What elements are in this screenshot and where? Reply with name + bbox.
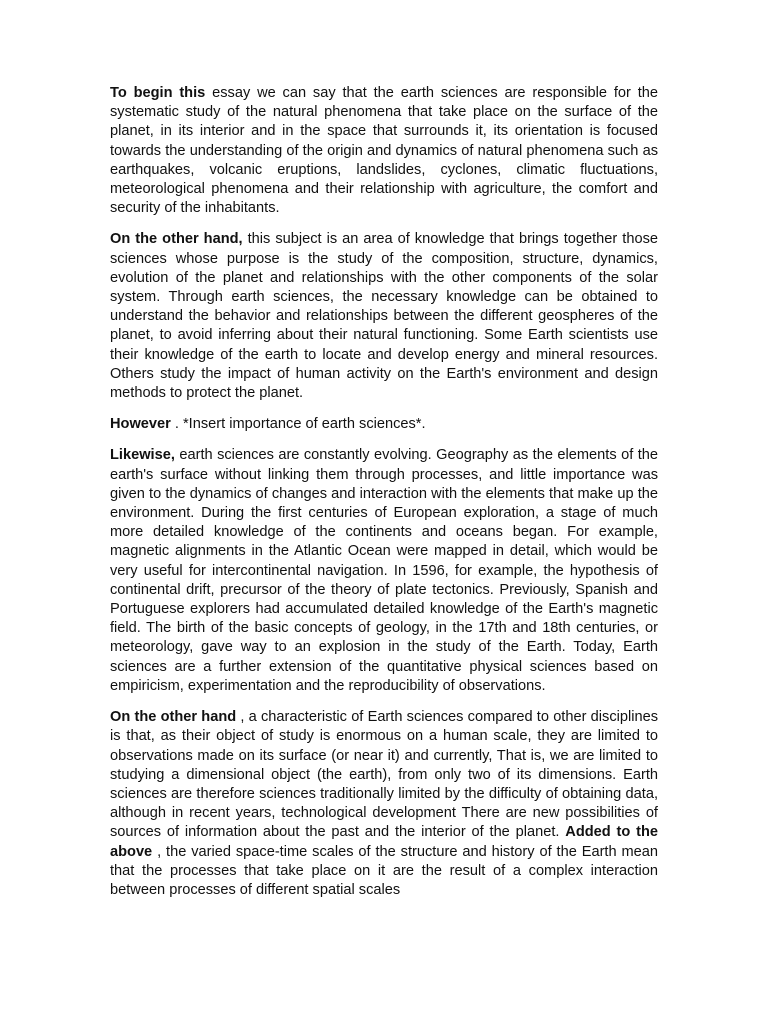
paragraph-importance [110,415,658,434]
paragraph-text: , a characteristic of Earth sciences compared to other disciplines is that, as their object of study is enormous on a human scale, they are limited to observations made on its surface (or near it) and currently, That is, we are limited to studying a dimensional object (the earth), from only two of its dimensions. Earth sciences are therefore sciences traditionally limited by the difficulty of obtaining data, although in recent years, technological development There are new possibilities of sources of information about the past and the interior of the planet. [110,709,658,841]
paragraph-lead: Likewise, [110,447,175,464]
paragraph-text: earth sciences are constantly evolving. Geography as the elements of the earth's surface without linking them through processes, and little importance was given to the dynamics of changes and interaction with the elements that make up the environment. During the first centuries of European exploration, a stage of much more detailed knowledge of the continents and oceans began. For example, magnetic alignments in the Atlantic Ocean were mapped in detail, which would be very useful for intercontinental navigation. In 1596, for example, the hypothesis of continental drift, precursor of the theory of plate tectonics. Previously, Spanish and Portuguese explorers had accumulated detailed knowledge of the Earth's magnetic field. The birth of the basic concepts of geology, in the 17th and 18th centuries, or meteorology, gave way to an explosion in the study of the Earth. Today, Earth sciences are a further extension of the quantitative physical sciences based on empiricism, experimentation and the reproducibility of observations. [110,447,658,694]
paragraph-text: essay we can say that the earth sciences are responsible for the systematic study of the natural phenomena that take place on the surface of the planet, in its interior and in the space that surrounds it, its orientation is focused towards the understanding of the origin and dynamics of natural phenomena such as earthquakes, volcanic eruptions, landslides, cyclones, climatic fluctuations, meteorological phenomena and their relationship with agriculture, the comfort and security of the inhabitants. [110,85,658,217]
paragraph-text: . *Insert importance of earth sciences*. [170,416,426,433]
paragraph-inline-lead: Added to the above [110,824,658,860]
paragraph-text: this subject is an area of knowledge that brings together those sciences whose purpose is the study of the composition, structure, dynamics, evolution of the planet and relationships with the other components of the solar system. Through earth sciences, the necessary knowledge can be obtained to understand the behavior and relationships between the different geospheres of the planet, to avoid inferring about their natural functioning. Some Earth scientists use their knowledge of the earth to locate and develop energy and mineral resources. Others study the impact of human activity on the Earth's environment and design methods to protect the planet. [110,231,658,402]
paragraph-text-continued: , the varied space-time scales of the structure and history of the Earth mean that the processes that take place on it are the result of a complex interaction between processes of different spatial scales [110,843,658,898]
paragraph-lead: On the other hand [110,709,237,726]
paragraph-lead: However [110,416,171,433]
paragraph-introduction [110,84,658,218]
paragraph-characteristics [110,708,658,900]
paragraph-lead: To begin this [110,85,206,101]
paragraph-subject-definition [110,230,658,403]
paragraph-lead: On the other hand, [110,231,243,248]
essay-body [110,84,658,912]
paragraph-evolution [110,446,658,696]
